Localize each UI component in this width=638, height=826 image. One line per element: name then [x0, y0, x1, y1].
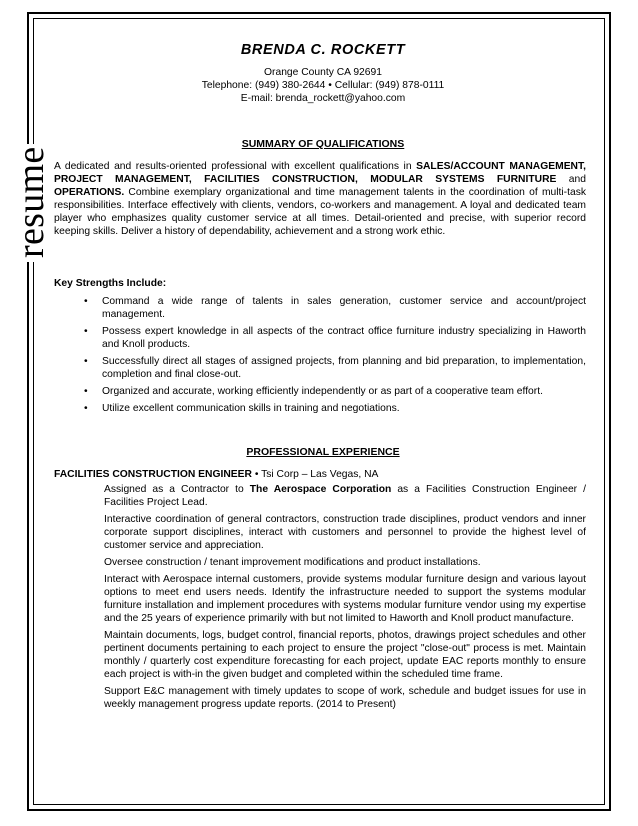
bullet-icon: •: [84, 296, 88, 307]
list-item: • Successfully direct all stages of assigned projects, from planning and bid preparation, to implementation, completion and final close-out.: [84, 356, 586, 380]
bullet-icon: •: [84, 386, 88, 397]
resume-side-label: resume: [20, 212, 42, 262]
bullet-icon: •: [84, 356, 88, 367]
experience-heading: PROFESSIONAL EXPERIENCE: [246, 446, 400, 458]
candidate-name: BRENDA C. ROCKETT: [240, 42, 406, 58]
job-paragraph: Interact with Aerospace internal customers, provide systems modular furniture design and various layout options to meet end users needs. Identify the infrastructure needed to support the systems modular furniture installation and implement procedures with systems modular furniture vendor using my expertise and the 25 years of experience primarily with but not limited to Haworth and Knoll product manufacture.: [104, 574, 586, 624]
key-strengths-heading: Key Strengths Include:: [54, 278, 167, 289]
bullet-separator: •: [328, 80, 332, 91]
address-line: Orange County CA 92691: [264, 67, 382, 78]
bullet-icon: •: [84, 326, 88, 337]
job-paragraph: Oversee construction / tenant improvement modifications and product installations.: [104, 557, 481, 568]
key-strengths-list: [82, 295, 586, 419]
summary-paragraph: A dedicated and results-oriented professional with excellent qualifications in SALES/ACCOUNT MANAGEMENT, PROJECT MANAGEMENT, FACILITIES CONSTRUCTION, MODULAR SYSTEMS FURNITURE and OPERATIONS. Combine exemplary organizational and time management talents in the coordination of multi-task responsibilities. Interface effectively with clients, vendors, co-workers and management. A loyal and dedicated team player who emphasizes quality customer service at all times. Detail-oriented and precise, with superior record keeping skills. Deliver a history of dependability, achievement and a strong work ethic.: [54, 161, 587, 237]
job-description: [104, 483, 586, 715]
phone-line: [60, 79, 586, 92]
cellular: Cellular: (949) 878-0111: [334, 80, 445, 91]
job-paragraph: Assigned as a Contractor to The Aerospace Corporation as a Facilities Construction Engineer / Facilities Project Lead.: [104, 484, 586, 508]
list-item: • Organized and accurate, working efficiently independently or as part of a cooperative team effort.: [84, 386, 543, 397]
email-line: E-mail: brenda_rockett@yahoo.com: [240, 93, 406, 104]
job-title-line: FACILITIES CONSTRUCTION ENGINEER • Tsi Corp – Las Vegas, NA: [54, 469, 379, 480]
bullet-icon: •: [84, 403, 88, 414]
job-paragraph: Interactive coordination of general contractors, construction trade disciplines, product vendors and inner corporate support disciplines, interact with customers and personnel to provide the highest level of customer service and appreciation.: [104, 514, 586, 551]
job-paragraph: Support E&C management with timely updates to scope of work, schedule and budget issues for use in weekly management progress update reports. (2014 to Present): [104, 686, 586, 710]
job-paragraph: Maintain documents, logs, budget control, financial reports, photos, drawings project schedules and other pertinent documents pertaining to each project to ensure the project "close-out" process is met. Maintain monthly / quarterly cost expenditure forecasting for each project, update EAC reports monthly to ensure each project is with-in the given budget and completed within the scheduled time frame.: [104, 630, 586, 680]
list-item: • Possess expert knowledge in all aspects of the contract office furniture industry specializing in Haworth and Knoll products.: [84, 326, 586, 350]
list-item: • Utilize excellent communication skills in training and negotiations.: [84, 403, 400, 414]
telephone: Telephone: (949) 380-2644: [201, 80, 326, 91]
list-item: • Command a wide range of talents in sales generation, customer service and account/project management.: [84, 296, 586, 320]
summary-heading: SUMMARY OF QUALIFICATIONS: [241, 138, 405, 150]
